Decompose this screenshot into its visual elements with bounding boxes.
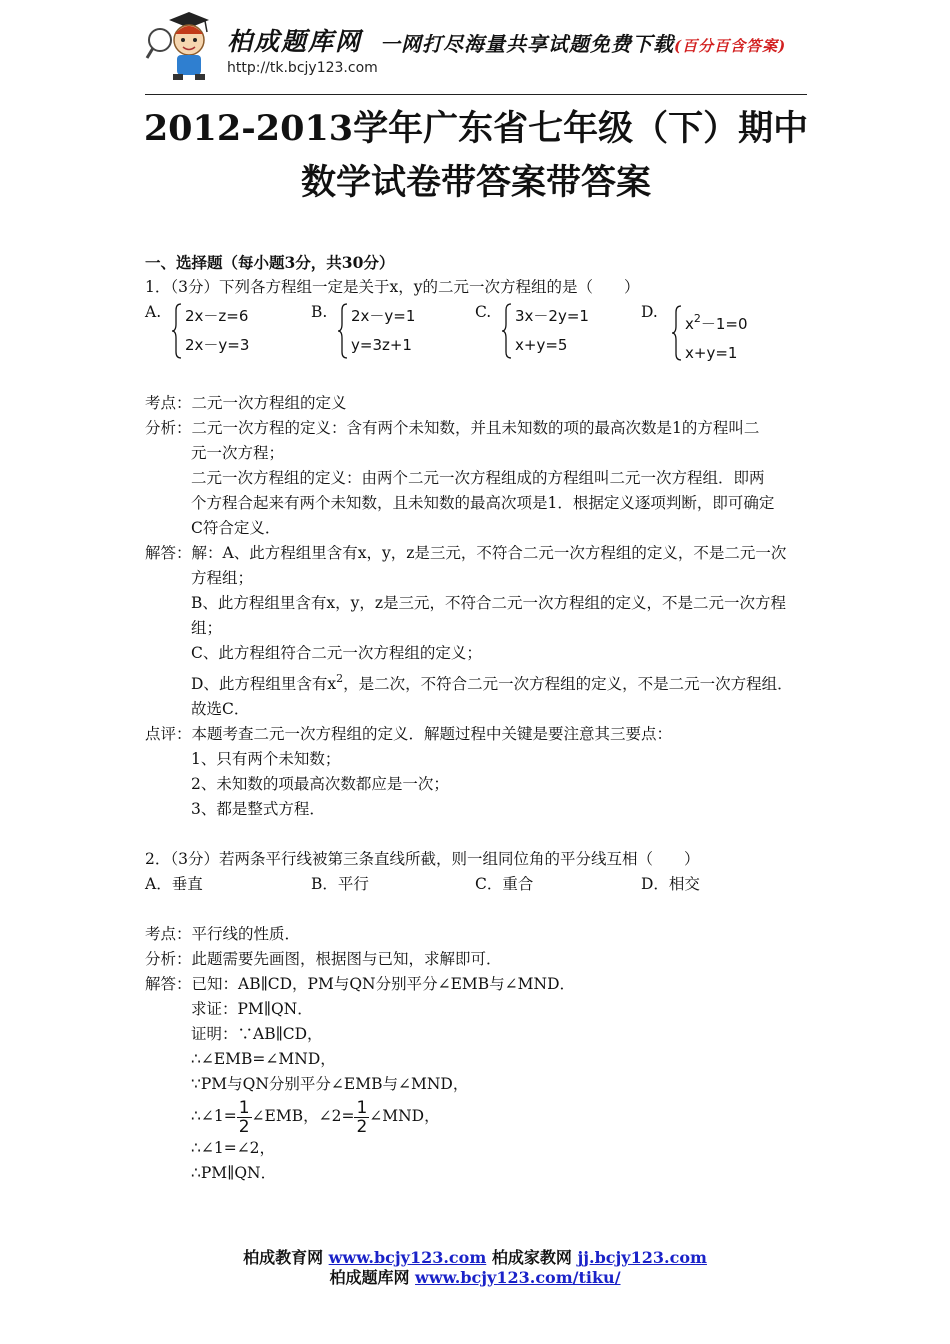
jieda-line: 故选C． xyxy=(191,700,250,718)
eq-exponent: 2 xyxy=(693,312,701,325)
dianping-line: 3、都是整式方程． xyxy=(191,800,325,818)
equation-system xyxy=(171,302,249,360)
jieda-d-sup: 2 xyxy=(336,672,344,685)
footer-label: 柏成题库网 xyxy=(329,1268,410,1287)
footer-line-2 xyxy=(0,1268,950,1288)
dianping-line: 本题考查二元一次方程组的定义．解题过程中关键是要注意其三要点： xyxy=(191,725,673,743)
proof-line: ∴PM∥QN． xyxy=(191,1163,277,1182)
q1-fenxi-first xyxy=(145,416,808,441)
q1-stem: 1．（3分）下列各方程组一定是关于x，y的二元一次方程组的是（ ） xyxy=(145,278,640,296)
footer-link-bcjy[interactable]: www.bcjy123.com xyxy=(328,1248,487,1267)
jieda-label: 解答： xyxy=(145,975,192,993)
frac-numerator: 1 xyxy=(356,1097,368,1118)
title-line-1: 2012-2013学年广东省七年级（下）期中 xyxy=(143,108,809,149)
q2-option-a: A．垂直 xyxy=(145,875,203,893)
frac-numerator: 1 xyxy=(238,1097,250,1118)
dianping-line: 2、未知数的项最高次数都应是一次； xyxy=(191,775,449,793)
equation-system xyxy=(337,302,415,360)
fenxi-line: C符合定义． xyxy=(191,519,281,537)
q2-options xyxy=(145,872,808,897)
site-url: http://tk.bcjy123.com xyxy=(227,60,378,76)
left-brace-icon xyxy=(337,302,349,360)
page-footer xyxy=(0,1248,950,1288)
footer-link-jj[interactable]: jj.bcjy123.com xyxy=(577,1248,707,1267)
dianping-line: 1、只有两个未知数； xyxy=(191,750,341,768)
q2-kaodian: 考点：平行线的性质． xyxy=(145,925,301,943)
jieda-line-d xyxy=(145,666,808,697)
equation-2: x+y=5 xyxy=(515,336,568,354)
footer-line-1 xyxy=(0,1248,950,1268)
frac-denominator: 2 xyxy=(238,1116,250,1137)
equation-2: x+y=1 xyxy=(685,344,738,362)
left-brace-icon xyxy=(671,304,683,362)
q2-stem: 2．（3分）若两条平行线被第三条直线所截，则一组同位角的平分线互相（ ） xyxy=(145,850,700,868)
option-letter: D. xyxy=(641,303,658,321)
q1-kaodian: 考点：二元一次方程组的定义 xyxy=(145,394,347,412)
jieda-line: B、此方程组里含有x，y，z是三元，不符合二元一次方程组的定义，不是二元一次方程 xyxy=(191,594,787,612)
frac-post: ∠MND， xyxy=(369,1107,440,1125)
frac-pre: ∴∠1= xyxy=(191,1107,237,1125)
proof-line: 已知：AB∥CD，PM与QN分别平分∠EMB与∠MND． xyxy=(191,975,576,993)
page-title xyxy=(140,102,812,210)
footer-label: 柏成家教网 xyxy=(491,1248,572,1267)
proof-line: ∴∠1=∠2， xyxy=(191,1138,276,1157)
section-heading: 一、选择题（每小题3分，共30分） xyxy=(145,253,395,272)
proof-line: 求证：PM∥QN． xyxy=(191,1000,313,1018)
equation-1: 2x－y=1 xyxy=(351,307,416,325)
equation-2: 2x－y=3 xyxy=(185,336,250,354)
answer-badge: (百分百含答案) xyxy=(674,37,787,55)
option-letter: A. xyxy=(145,303,162,321)
left-brace-icon xyxy=(501,302,513,360)
left-brace-icon xyxy=(171,302,183,360)
fenxi-line: 二元一次方程组的定义：由两个二元一次方程组成的方程组叫二元一次方程组．即两 xyxy=(191,469,765,487)
slogan-text: 一网打尽海量共享试题免费下载 xyxy=(380,32,674,56)
q1-dianping-first xyxy=(145,722,808,747)
jieda-d-post: ，是二次，不符合二元一次方程组的定义，不是二元一次方程组． xyxy=(343,675,793,693)
footer-link-tiku[interactable]: www.bcjy123.com/tiku/ xyxy=(415,1268,621,1287)
jieda-line: 组； xyxy=(191,619,223,637)
eq-rest: －1=0 xyxy=(700,315,748,333)
mascot-logo xyxy=(145,10,223,84)
jieda-label: 解答： xyxy=(145,544,192,562)
jieda-line: 方程组； xyxy=(191,569,254,587)
eq-base: x xyxy=(685,315,694,333)
proof-line-fraction xyxy=(145,1097,808,1136)
frac-mid: ∠EMB，∠2= xyxy=(251,1107,355,1125)
option-letter: C. xyxy=(475,303,492,321)
q1-jieda-first xyxy=(145,541,808,566)
q2-option-c: C．重合 xyxy=(475,875,534,893)
jieda-line: C、此方程组符合二元一次方程组的定义； xyxy=(191,644,482,662)
q2-option-d: D．相交 xyxy=(641,875,700,893)
fenxi-line: 二元一次方程的定义：含有两个未知数，并且未知数的项的最高次数是1的方程叫二 xyxy=(191,419,760,437)
q1-options xyxy=(145,300,808,366)
slogan xyxy=(380,28,786,57)
equation-1: 3x－2y=1 xyxy=(515,307,589,325)
equation-1: 2x－z=6 xyxy=(185,307,249,325)
dianping-label: 点评： xyxy=(145,725,192,743)
jieda-d-pre: D、此方程组里含有x xyxy=(191,675,337,693)
q2-fenxi: 分析：此题需要先画图，根据图与已知，求解即可． xyxy=(145,950,502,968)
half-fraction xyxy=(354,1099,369,1136)
equation-system xyxy=(671,304,748,368)
fenxi-label: 分析： xyxy=(145,419,192,437)
footer-label: 柏成教育网 xyxy=(243,1248,324,1267)
page-header xyxy=(145,8,807,95)
proof-line: 证明：∵AB∥CD， xyxy=(191,1025,323,1043)
option-letter: B. xyxy=(311,303,328,321)
half-fraction xyxy=(237,1099,252,1136)
q2-jieda-first xyxy=(145,972,808,997)
proof-line: ∴∠EMB=∠MND， xyxy=(191,1050,336,1068)
q2-option-b: B．平行 xyxy=(311,875,369,893)
jieda-line: 解：A、此方程组里含有x，y，z是三元，不符合二元一次方程组的定义，不是二元一次 xyxy=(191,544,787,562)
proof-line: ∵PM与QN分别平分∠EMB与∠MND， xyxy=(191,1075,469,1093)
fenxi-line: 元一次方程； xyxy=(191,444,285,462)
frac-denominator: 2 xyxy=(356,1116,368,1137)
brand-name: 柏成题库网 xyxy=(227,27,363,56)
title-line-2: 数学试卷带答案带答案 xyxy=(300,162,651,203)
fenxi-line: 个方程合起来有两个未知数，且未知数的最高次项是1．根据定义逐项判断，即可确定 xyxy=(191,494,775,512)
document-body xyxy=(145,250,808,1186)
equation-2: y=3z+1 xyxy=(351,336,412,354)
equation-system xyxy=(501,302,589,360)
